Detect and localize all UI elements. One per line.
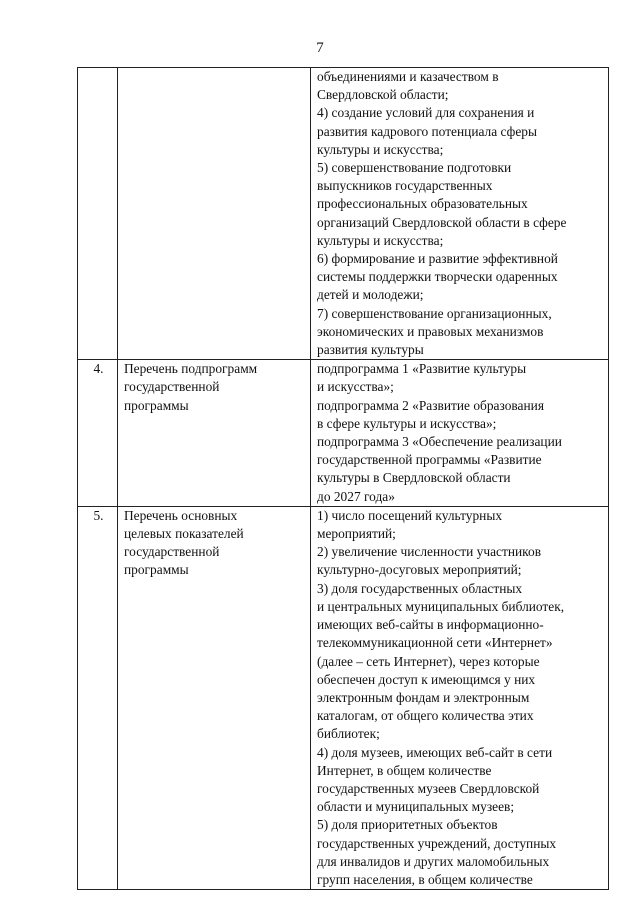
row-title-cell bbox=[118, 506, 311, 889]
content-line: развития кадрового потенциала сферы bbox=[317, 123, 537, 139]
table-row bbox=[78, 68, 609, 360]
title-line: программы bbox=[124, 397, 189, 413]
content-line: культуры и искусства; bbox=[317, 141, 444, 157]
content-line: электронным фондам и электронным bbox=[317, 689, 530, 705]
content-line: телекоммуникационной сети «Интернет» bbox=[317, 635, 553, 651]
content-line: и искусства»; bbox=[317, 379, 394, 395]
content-line: библиотек; bbox=[317, 726, 380, 742]
title-line: целевых показателей bbox=[124, 526, 244, 542]
content-line: подпрограмма 3 «Обеспечение реализации bbox=[317, 434, 562, 450]
content-line: государственных музеев Свердловской bbox=[317, 780, 540, 796]
row-title-cell bbox=[118, 68, 311, 360]
content-line: организаций Свердловской области в сфере bbox=[317, 214, 567, 230]
row-content-cell bbox=[311, 68, 609, 360]
content-line: групп населения, в общем количестве bbox=[317, 871, 533, 887]
content-line: 4) создание условий для сохранения и bbox=[317, 105, 535, 121]
content-line: системы поддержки творчески одаренных bbox=[317, 269, 558, 285]
content-line: 5) совершенствование подготовки bbox=[317, 160, 512, 176]
content-line: Интернет, в общем количестве bbox=[317, 762, 492, 778]
title-line: государственной bbox=[124, 544, 220, 560]
content-line: культуры и искусства; bbox=[317, 232, 444, 248]
content-line: государственных учреждений, доступных bbox=[317, 835, 557, 851]
content-line: в сфере культуры и искусства»; bbox=[317, 415, 497, 431]
content-line: имеющих веб-сайты в информационно- bbox=[317, 617, 544, 633]
content-line: подпрограмма 2 «Развитие образования bbox=[317, 397, 544, 413]
content-line: объединениями и казачеством в bbox=[317, 69, 499, 84]
table-row bbox=[78, 506, 609, 889]
row-number-cell bbox=[78, 68, 118, 360]
content-line: (далее – сеть Интернет), через которые bbox=[317, 653, 540, 669]
content-line: мероприятий; bbox=[317, 526, 396, 542]
content-line: подпрограмма 1 «Развитие культуры bbox=[317, 361, 527, 377]
content-line: области и муниципальных музеев; bbox=[317, 799, 515, 815]
content-line: развития культуры bbox=[317, 342, 424, 358]
content-line: 7) совершенствование организационных, bbox=[317, 305, 552, 321]
title-line: программы bbox=[124, 562, 189, 578]
row-number-cell: 4. bbox=[78, 360, 118, 507]
row-number-cell: 5. bbox=[78, 506, 118, 889]
row-title-cell bbox=[118, 360, 311, 507]
row-content-cell bbox=[311, 360, 609, 507]
content-line: 1) число посещений культурных bbox=[317, 507, 503, 523]
title-line: Перечень основных bbox=[124, 507, 238, 523]
content-line: 2) увеличение численности участников bbox=[317, 544, 542, 560]
content-line: 3) доля государственных областных bbox=[317, 580, 523, 596]
title-line: Перечень подпрограмм bbox=[124, 361, 258, 377]
content-line: 6) формирование и развитие эффективной bbox=[317, 251, 558, 267]
content-line: профессиональных образовательных bbox=[317, 196, 528, 212]
content-line: выпускников государственных bbox=[317, 178, 493, 194]
content-line: обеспечен доступ к имеющимся у них bbox=[317, 671, 536, 687]
content-line: культурно-досуговых мероприятий; bbox=[317, 562, 522, 578]
content-line: экономических и правовых механизмов bbox=[317, 323, 544, 339]
page-number: 7 bbox=[316, 40, 324, 56]
row-content-cell bbox=[311, 506, 609, 889]
content-line: государственной программы «Развитие bbox=[317, 452, 542, 468]
program-table bbox=[77, 67, 609, 890]
content-line: и центральных муниципальных библиотек, bbox=[317, 598, 565, 614]
content-line: 5) доля приоритетных объектов bbox=[317, 817, 498, 833]
content-line: каталогам, от общего количества этих bbox=[317, 708, 534, 724]
content-line: 4) доля музеев, имеющих веб-сайт в сети bbox=[317, 744, 553, 760]
table-row bbox=[78, 360, 609, 507]
content-line: Свердловской области; bbox=[317, 87, 449, 103]
title-line: государственной bbox=[124, 379, 220, 395]
content-line: для инвалидов и других маломобильных bbox=[317, 853, 550, 869]
content-line: культуры в Свердловской области bbox=[317, 470, 511, 486]
content-line: детей и молодежи; bbox=[317, 287, 424, 303]
content-line: до 2027 года» bbox=[317, 488, 395, 504]
